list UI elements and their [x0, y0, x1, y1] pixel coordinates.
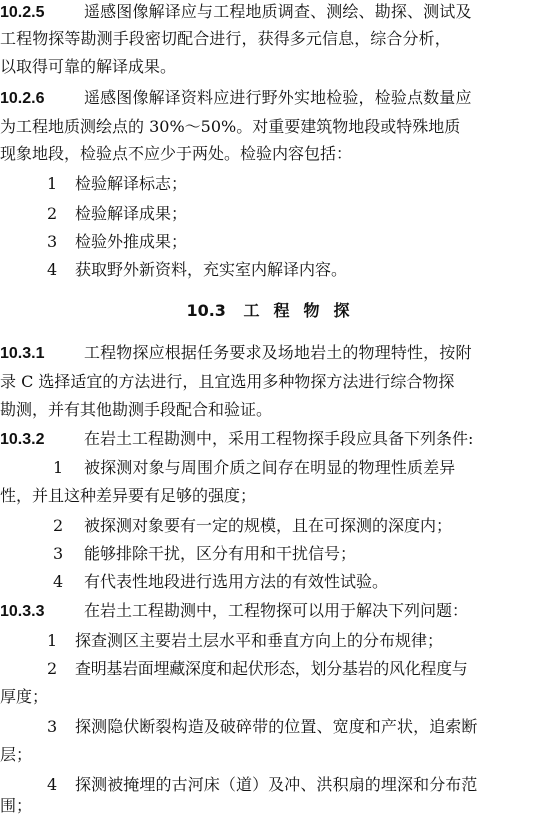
clause-text: 在岩土工程勘测中，采用工程物探手段应具备下列条件: — [84, 429, 474, 448]
list-item-number: 4 — [47, 260, 58, 279]
clause-number: 10.2.5 — [0, 4, 45, 21]
list-item-text: 厚度； — [0, 687, 49, 706]
clause-number: 10.3.1 — [0, 345, 45, 362]
clause-text: 为工程地质测绘点的 30%～50%。对重要建筑物地段或特殊地质 — [0, 117, 461, 136]
clause-10-2-6-line1 — [0, 88, 550, 109]
list-item-continuation — [0, 745, 550, 765]
list-item-number: 1 — [47, 174, 58, 193]
clause-10-2-5-line1 — [0, 2, 550, 23]
clause-text: 工程物探应根据任务要求及场地岩土的物理特性，按附 — [84, 343, 472, 362]
clause-text: 遥感图像解译应与工程地质调查、测绘、勘探、测试及 — [84, 2, 472, 21]
section-title: 工程物探 — [243, 301, 364, 320]
list-item-continuation — [0, 796, 550, 816]
list-item-text: 层； — [0, 745, 33, 764]
clause-text: 以取得可靠的解译成果。 — [0, 57, 177, 76]
list-item-number: 3 — [47, 232, 58, 251]
list-item-number: 1 — [47, 631, 58, 650]
clause-10-3-2-line1 — [0, 429, 550, 450]
clause-text: 遥感图像解译资料应进行野外实地检验，检验点数量应 — [84, 88, 472, 107]
list-item-text: 性，并且这种差异要有足够的强度； — [0, 486, 257, 505]
list-item-text: 能够排除干扰，区分有用和干扰信号； — [84, 544, 357, 563]
list-item-text: 被探测对象要有一定的规模，且在可探测的深度内； — [84, 516, 453, 535]
list-item-text: 检验解译标志； — [75, 174, 188, 193]
list-item-text: 被探测对象与周围介质之间存在明显的物理性质差异 — [84, 458, 456, 477]
list-item-text: 探查测区主要岩土层水平和垂直方向上的分布规律； — [75, 631, 444, 650]
clause-10-3-1-line2 — [0, 372, 550, 392]
clause-10-3-1-line3 — [0, 400, 550, 420]
clause-10-2-5-line3 — [0, 57, 550, 77]
list-item-number: 2 — [47, 659, 58, 678]
list-item-text: 查明基岩面埋藏深度和起伏形态，划分基岩的风化程度与 — [75, 659, 468, 678]
clause-text: 录 C 选择适宜的方法进行，且宜选用多种物探方法进行综合物探 — [0, 372, 455, 391]
list-item-number: 1 — [53, 458, 64, 477]
section-number: 10.3 — [186, 301, 226, 320]
clause-number: 10.3.3 — [0, 603, 45, 620]
list-item-number: 4 — [53, 572, 64, 591]
clause-text: 在岩土工程勘测中，工程物探可以用于解决下列问题： — [84, 601, 469, 620]
list-item-text: 获取野外新资料，充实室内解译内容。 — [75, 260, 348, 279]
clause-10-3-3-line1 — [0, 601, 550, 622]
list-item-number: 2 — [53, 516, 64, 535]
section-heading — [0, 300, 550, 322]
clause-text: 现象地段，检验点不应少于两处。检验内容包括： — [0, 144, 353, 163]
list-item-text: 检验外推成果； — [75, 232, 188, 251]
list-item-number: 3 — [53, 544, 64, 563]
list-item-text: 探测被掩埋的古河床（道）及冲、洪积扇的埋深和分布范 — [75, 775, 478, 794]
clause-10-2-6-line3 — [0, 144, 550, 164]
clause-10-2-5-line2 — [0, 29, 550, 49]
list-item-number: 4 — [47, 775, 58, 794]
list-item-number: 2 — [47, 204, 58, 223]
list-item-text: 有代表性地段进行选用方法的有效性试验。 — [84, 572, 389, 591]
list-item-number: 3 — [47, 717, 58, 736]
clause-text: 工程物探等勘测手段密切配合进行，获得多元信息，综合分析， — [0, 29, 451, 48]
clause-10-2-6-line2 — [0, 117, 550, 137]
list-item-text: 探测隐伏断裂构造及破碎带的位置、宽度和产状，追索断 — [75, 717, 478, 736]
clause-text: 勘测，并有其他勘测手段配合和验证。 — [0, 400, 273, 419]
clause-number: 10.3.2 — [0, 431, 45, 448]
list-item-text: 围； — [0, 796, 33, 815]
list-item-continuation — [0, 486, 550, 506]
list-item-text: 检验解译成果； — [75, 204, 188, 223]
clause-10-3-1-line1 — [0, 343, 550, 364]
clause-number: 10.2.6 — [0, 90, 45, 107]
list-item-continuation — [0, 687, 550, 707]
